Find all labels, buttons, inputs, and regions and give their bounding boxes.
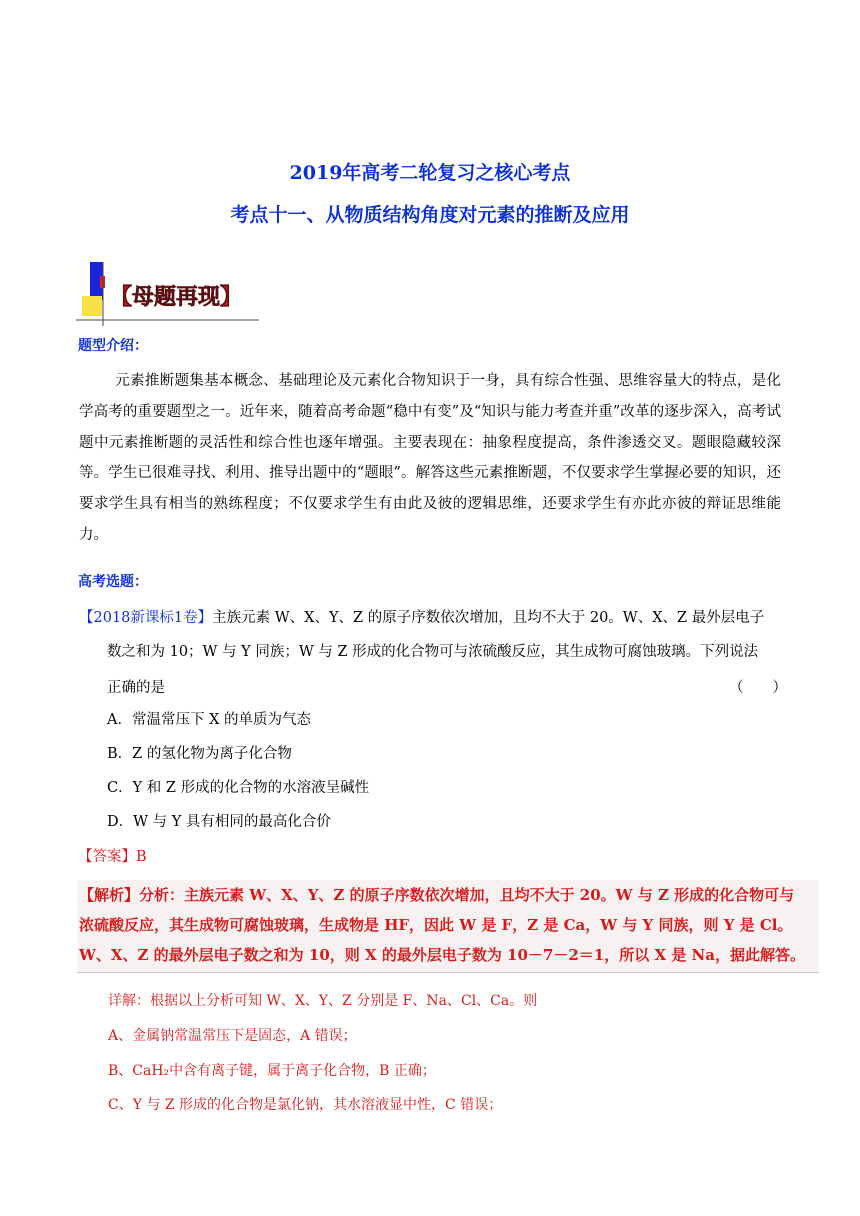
intro-label: 题型介绍：: [78, 338, 148, 354]
detail-line-1: 详解：根据以上分析可知 W、X、Y、Z 分别是 F、Na、Cl、Ca。则: [108, 993, 538, 1009]
option-a: A．常温常压下 X 的单质为气态: [107, 712, 312, 728]
option-b: B．Z 的氢化物为离子化合物: [107, 746, 292, 762]
question-source: 【2018新课标1卷】: [79, 610, 213, 626]
exam-label: 高考选题：: [78, 574, 148, 590]
document-title: 2019年高考二轮复习之核心考点: [289, 162, 571, 184]
question-stem-line-3: 正确的是: [107, 680, 165, 696]
document-subtitle: 考点十一、从物质结构角度对元素的推断及应用: [230, 204, 630, 226]
analysis-line-2: 浓硫酸反应，其生成物可腐蚀玻璃，生成物是 HF，因此 W 是 F，Z 是 Ca，W 与 Y 同族，则 Y 是 Cl。: [79, 916, 793, 934]
detail-line-4: C、Y 与 Z 形成的化合物是氯化钠，其水溶液显中性，C 错误；: [108, 1097, 503, 1113]
question-stem-line-2: 数之和为 10；W 与 Y 同族；W 与 Z 形成的化合物可与浓硫酸反应，其生成物可腐蚀玻璃。下列说法: [107, 644, 759, 660]
analysis-line-1: 【解析】分析：主族元素 W、X、Y、Z 的原子序数依次增加，且均不大于 20。W 与 Z 形成的化合物可与: [79, 886, 795, 904]
intro-paragraph: [79, 366, 781, 551]
intro-text: 元素推断题集基本概念、基础理论及元素化合物知识于一身，具有综合性强、思维容量大的特点，是化学高考的重要题型之一。近年来，随着高考命题“稳中有变”及“知识与能力考查并重”改革的逐步深入，高考试题中元素推断题的灵活性和综合性也逐年增强。主要表现在：抽象程度提高，条件渗透交叉。题眼隐藏较深等。学生已很难寻找、利用、推导出题中的“题眼”。解答这些元素推断题，不仅要求学生掌握必要的知识，还要求学生具有相当的熟练程度；不仅要求学生有由此及彼的逻辑思维，还要求学生有亦此亦彼的辩证思维能力。: [79, 373, 781, 543]
question-stem-line-1: [79, 606, 764, 627]
answer-blank: （ ）: [729, 680, 787, 696]
analysis-line-3: W、X、Z 的最外层电子数之和为 10，则 X 的最外层电子数为 10－7－2＝1，所以 X 是 Na，据此解答。: [79, 946, 805, 964]
answer-label: 【答案】B: [78, 849, 147, 865]
section-logo-graphic: [76, 262, 259, 326]
stem-text-1: 主族元素 W、X、Y、Z 的原子序数依次增加，且均不大于 20。W、X、Z 最外层电子: [212, 610, 765, 626]
option-c: C．Y 和 Z 形成的化合物的水溶液呈碱性: [107, 780, 370, 796]
detail-line-2: A、金属钠常温常压下是固态，A 错误；: [108, 1028, 357, 1044]
logo-text: 【母题再现】: [109, 284, 243, 310]
option-d: D．W 与 Y 具有相同的最高化合价: [107, 814, 331, 830]
analysis-text: [77, 880, 819, 970]
section-logo: [76, 262, 259, 326]
analysis-box: [77, 880, 819, 973]
detail-line-3: B、CaH₂中含有离子键，属于离子化合物，B 正确；: [108, 1063, 436, 1079]
